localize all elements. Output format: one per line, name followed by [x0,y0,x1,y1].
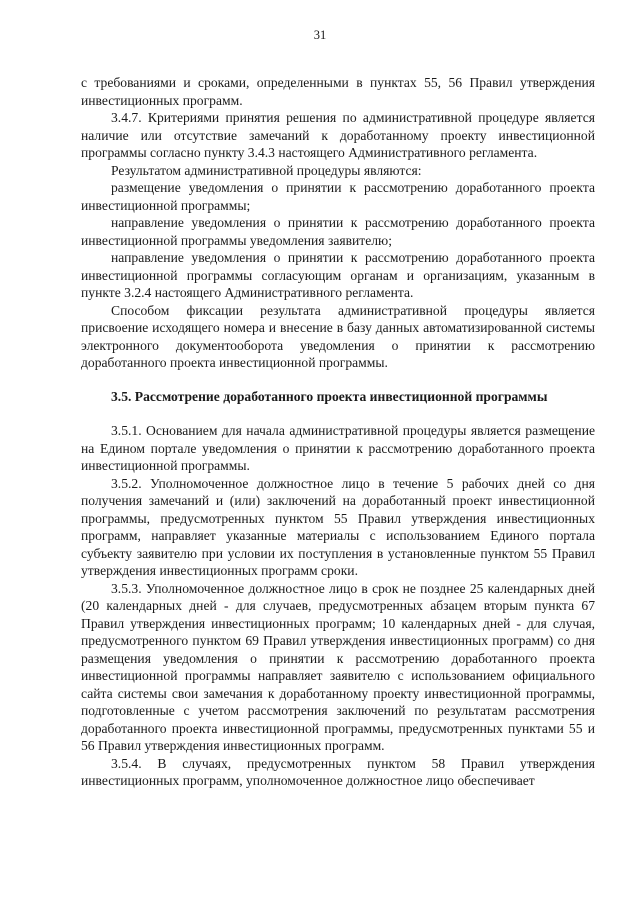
paragraph: направление уведомления о принятии к рассмотрению доработанного проекта инвестиционной программы уведомления заявителю; [81,215,595,248]
paragraph: 3.4.7. Критериями принятия решения по административной процедуре является наличие или отсутствие замечаний к доработанному проекту инвестиционной программы согласно пункту 3.4.3 настоящего Административного регламента. [81,110,595,160]
page-number: 31 [313,28,327,42]
paragraph: 3.5.3. Уполномоченное должностное лицо в срок не позднее 25 календарных дней (20 календарных дней - для случаев, предусмотренных абзацем вторым пункта 67 Правил утверждения инвестиционных программ; 10 календарных дней - для случая, предусмотренного пунктом 69 Правил утверждения инвестиционных программ) со дня размещения уведомления о принятии к рассмотрению доработанного проекта инвестиционной программы направляет заявителю с использованием официального сайта системы свои замечания к доработанному проекту инвестиционной программы, подготовленные с учетом рассмотрения заключений по результатам рассмотрения доработанного проекта инвестиционной программы, предусмотренных пунктами 55 и 56 Правил утверждения инвестиционных программ. [81,580,595,753]
document-body [81,74,595,790]
paragraph: Способом фиксации результата административной процедуры является присвоение исходящего номера и внесение в базу данных автоматизированной системы электронного документооборота уведомления о принятии к рассмотрению доработанного проекта инвестиционной программы. [81,302,595,370]
paragraph: 3.5.1. Основанием для начала административной процедуры является размещение на Едином портале уведомления о принятии к рассмотрению доработанного проекта инвестиционной программы. [81,423,595,473]
paragraph: 3.5.2. Уполномоченное должностное лицо в течение 5 рабочих дней со дня получения замечаний и (или) заключений на доработанный проект инвестиционной программы, предусмотренных пунктом 55 Правил утверждения инвестиционных программ, направляет указанные материалы с использованием Единого портала субъекту заявителю при условии их поступления в установленные пунктом 55 Правил утверждения инвестиционных программ сроки. [81,475,595,578]
paragraph: 3.5.4. В случаях, предусмотренных пунктом 58 Правил утверждения инвестиционных программ, уполномоченное должностное лицо обеспечивает [81,755,595,788]
paragraph: размещение уведомления о принятии к рассмотрению доработанного проекта инвестиционной программы; [81,180,595,213]
paragraph: с требованиями и сроками, определенными в пунктах 55, 56 Правил утверждения инвестиционных программ. [81,75,595,108]
section-heading: 3.5. Рассмотрение доработанного проекта инвестиционной программы [111,388,548,404]
paragraph: направление уведомления о принятии к рассмотрению доработанного проекта инвестиционной программы согласующим органам и организациям, указанным в пункте 3.2.4 настоящего Административного регламента. [81,250,595,300]
paragraph: Результатом административной процедуры являются: [111,162,422,178]
